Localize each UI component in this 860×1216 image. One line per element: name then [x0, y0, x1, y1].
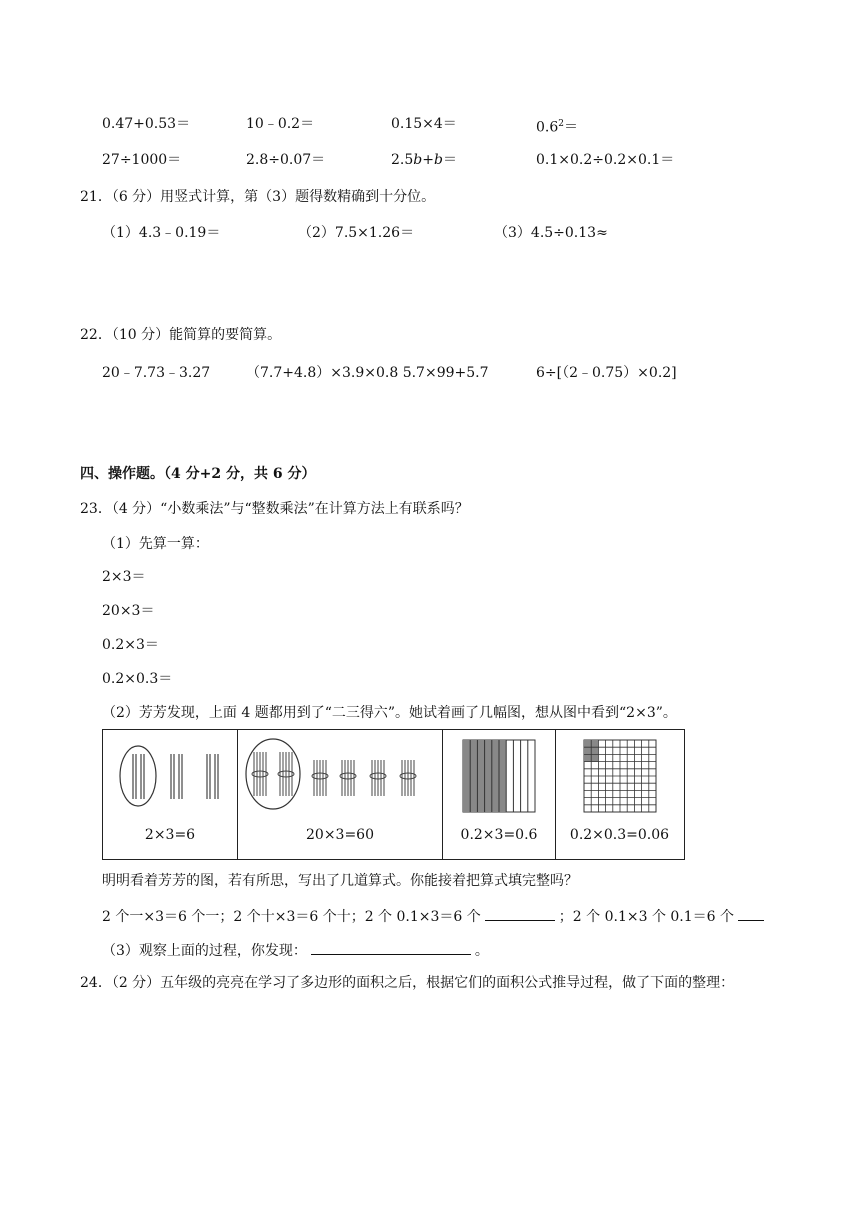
q23-calc-4: 0.2×0.3＝ — [102, 671, 173, 687]
q23-sub1: （1）先算一算： — [102, 536, 209, 552]
q23-sub2: （2）芳芳发现，上面 4 题都用到了“二三得六”。她试着画了几幅图，想从图中看到“2×3”。 — [102, 705, 677, 721]
figure-cell-2x3 — [103, 730, 238, 859]
caption-0.2x0.3: 0.2×0.3=0.06 — [569, 827, 670, 843]
answer-blank-2[interactable] — [738, 906, 764, 921]
caption-20x3: 20×3=60 — [306, 827, 374, 843]
tenths-strip-illustration — [443, 730, 556, 825]
q21-item-1: （1）4.3﹣0.19＝ — [102, 225, 221, 241]
calc-8: 0.1×0.2÷0.2×0.1＝ — [536, 152, 675, 168]
q21-item-3: （3）4.5÷0.13≈ — [494, 225, 608, 241]
answer-blank-3[interactable] — [311, 940, 471, 955]
hundredths-grid-illustration — [556, 730, 683, 825]
calc-1: 0.47+0.53＝ — [102, 116, 191, 132]
q21-heading: 21．（6 分）用竖式计算，第（3）题得数精确到十分位。 — [80, 189, 436, 205]
q23-heading: 23．（4 分）“小数乘法”与“整数乘法”在计算方法上有联系吗？ — [80, 501, 469, 517]
answer-blank-1[interactable] — [485, 906, 555, 921]
calc-6: 2.8÷0.07＝ — [246, 152, 326, 168]
figure-cell-0.2x0.3 — [556, 730, 683, 859]
q22-item-3: 6÷[（2﹣0.75）×0.2] — [536, 365, 677, 381]
stick-bundle-illustration — [103, 730, 238, 825]
q22-item-1: 20﹣7.73﹣3.27 — [102, 365, 211, 381]
q21-item-2: （2）7.5×1.26＝ — [298, 225, 415, 241]
bundled-sticks-illustration — [238, 730, 443, 825]
q23-ming: 明明看着芳芳的图，若有所思，写出了几道算式。你能接着把算式填完整吗？ — [102, 873, 578, 889]
figure-cell-20x3 — [238, 730, 443, 859]
q22-heading: 22．（10 分）能简算的要简算。 — [80, 327, 282, 343]
section-heading: 四、操作题。（4 分+2 分，共 6 分） — [80, 466, 316, 482]
illustration-table — [102, 729, 685, 860]
sub3-text: （3）观察上面的过程，你发现： — [102, 943, 307, 959]
q23-calc-3: 0.2×3＝ — [102, 637, 159, 653]
calc-5: 27÷1000＝ — [102, 152, 182, 168]
fill-text-b: ；2 个 0.1×3 个 0.1＝6 个 — [558, 909, 735, 925]
calc-3: 0.15×4＝ — [391, 116, 457, 132]
fill-text-a: 2 个一×3＝6 个一；2 个十×3＝6 个十；2 个 0.1×3＝6 个 — [102, 909, 481, 925]
calc-4: $0.6^2=$ — [536, 119, 578, 136]
sub3-end: 。 — [474, 943, 489, 959]
q23-calc-2: 20×3＝ — [102, 603, 155, 619]
calc-7: 2.5b+b＝ — [391, 152, 457, 168]
q24-heading: 24．（2 分）五年级的亮亮在学习了多边形的面积之后，根据它们的面积公式推导过程，做了下面的整理： — [80, 975, 735, 991]
caption-0.2x3: 0.2×3=0.6 — [460, 827, 538, 843]
q23-sub3 — [102, 940, 489, 960]
caption-2x3: 2×3=6 — [144, 827, 196, 843]
q23-calc-1: 2×3＝ — [102, 569, 146, 585]
figure-cell-0.2x3 — [443, 730, 556, 859]
q22-item-2: （7.7+4.8）×3.9×0.8 5.7×99+5.7 — [246, 365, 489, 381]
calc-2: 10﹣0.2＝ — [246, 116, 315, 132]
q23-fill-line — [102, 906, 768, 926]
